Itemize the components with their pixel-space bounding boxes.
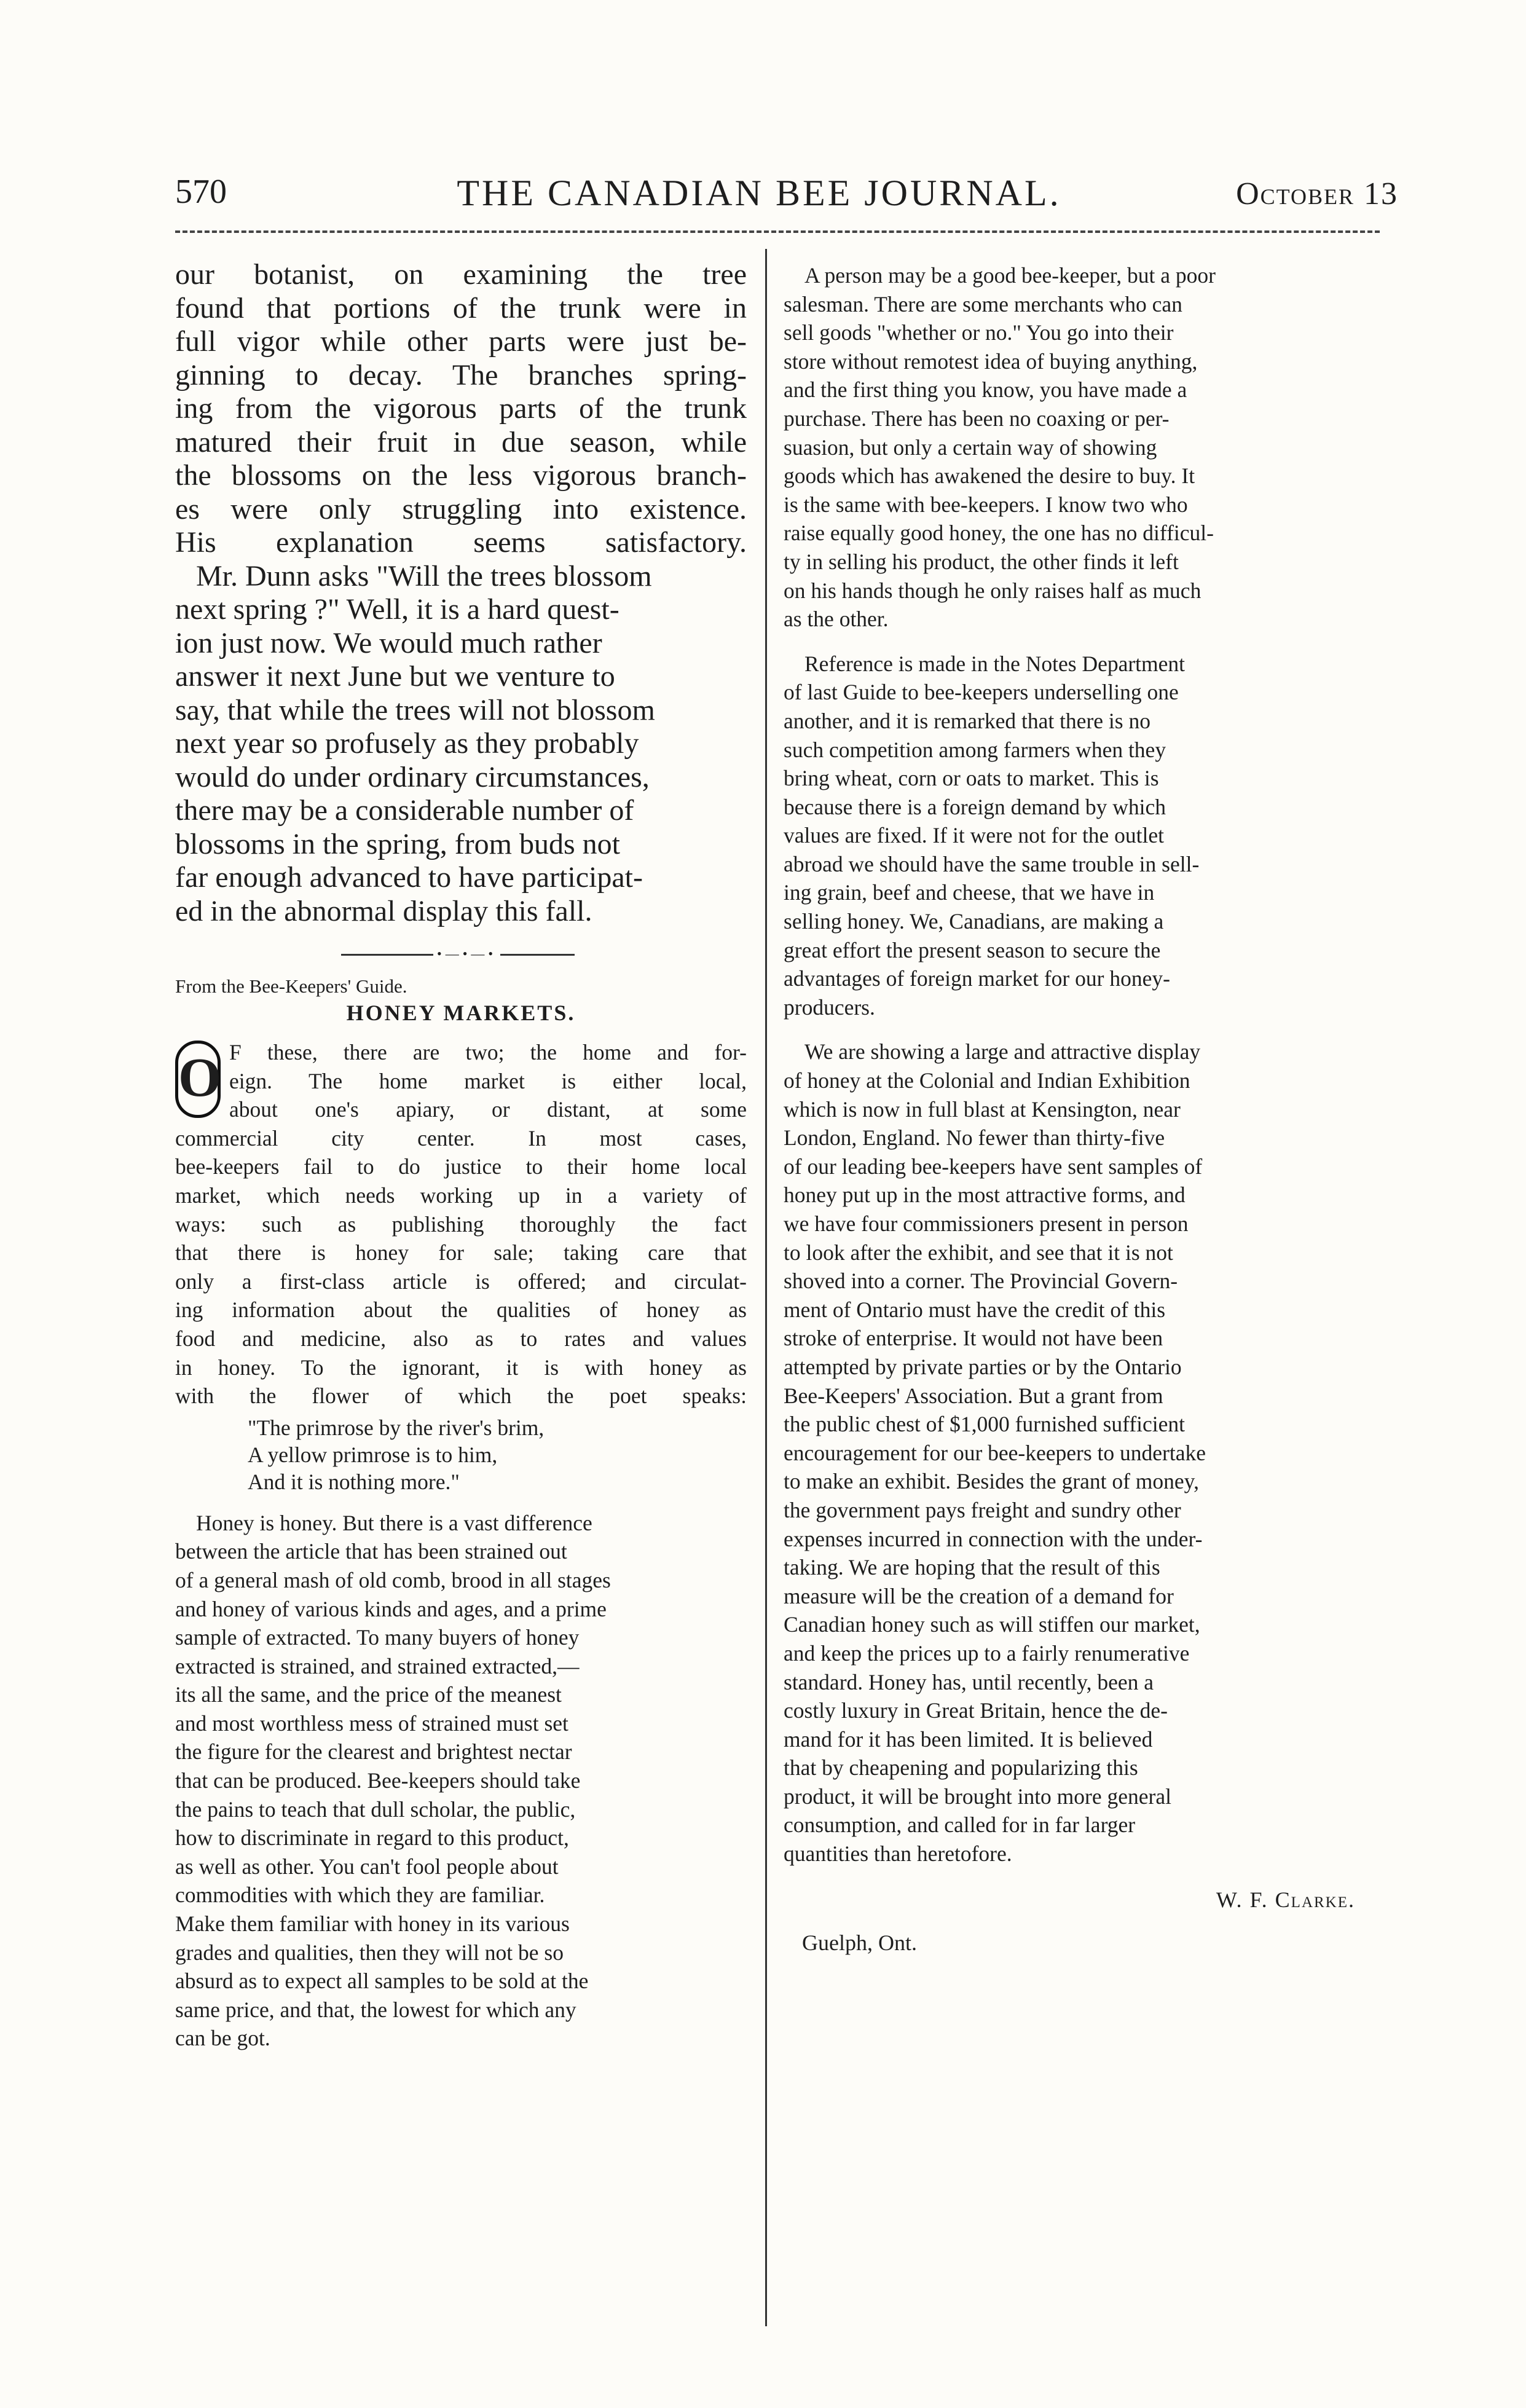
- issue-date: October 13: [1236, 176, 1398, 211]
- author-location: Guelph, Ont.: [802, 1930, 917, 1955]
- section-ornament-rule: [341, 946, 575, 964]
- continuation-paragraph-2: Mr. Dunn asks "Will the trees blossom next spring ?" Well, it is a hard quest- ion just now. We would much rather answer it next June but we venture to say, that while the trees will not blossom next year so profusely as they probably would do under ordinary circumstances, there may be a considerable number of blossoms in the spring, from buds not far enough advanced to have participat- ed in the abnormal display this fall.: [175, 559, 655, 927]
- ornament-glyphs: •—•—•: [433, 946, 500, 962]
- article-body: [175, 1038, 747, 1411]
- right-paragraph-3: We are showing a large and attractive display of honey at the Colonial and Indian Exhibition which is now in full blast at Kensington, near London, England. No fewer than thirty-five of our leading bee-keepers have sent samples of honey put up in the most attractive forms, and we have four commissioners present in person to look after the exhibit, and see that it is not shoved into a corner. The Provincial Govern- ment of Ontario must have the credit of this stroke of enterprise. It would not have been attempted by private parties or by the Ontario Bee-Keepers' Association. But a grant from the public chest of $1,000 furnished sufficient encouragement for our bee-keepers to undertake to make an exhibit. Besides the grant of money, the government pays freight and sundry other expenses incurred in connection with the under- taking. We are hoping that the result of this measure will be the creation of a demand for Canadian honey such as will stiffen our market, and keep the prices up to a fairly renumerative standard. Honey has, until recently, been a costly luxury in Great Britain, hence the de- mand for it has been limited. It is believed that by cheapening and popularizing this product, it will be brought into more general consumption, and called for in far larger quantities than heretofore.: [784, 1039, 1206, 1867]
- source-note: From the Bee-Keepers' Guide.: [175, 975, 407, 997]
- page-number: 570: [175, 173, 227, 211]
- journal-title: THE CANADIAN BEE JOURNAL.: [457, 173, 1061, 213]
- right-paragraph-1: A person may be a good bee-keeper, but a poor salesman. There are some merchants who can sell goods "whether or no." You go into their store without remotest idea of buying anything, and the first thing you know, you have made a purchase. There has been no coaxing or per- suasion, but only a certain way of showing goods which has awakened the desire to buy. It is the same with bee-keepers. I know two who raise equally good honey, the one has no difficul- ty in selling his product, the other finds it left on his hands though he only raises half as much as the other.: [784, 263, 1216, 632]
- article-title: HONEY MARKETS.: [346, 1001, 576, 1025]
- running-header: [175, 167, 1398, 222]
- right-column: [784, 261, 1380, 1956]
- author-signature: W. F. Clarke.: [1216, 1887, 1355, 1912]
- continuation-paragraph-1: our botanist, on examining the tree found that portions of the trunk were in full vigor while other parts were just be- ginning to decay. The branches spring- ing from the vigorous parts of the trunk matured their fruit in due season, while the blossoms on the less vigorous branch- es were only struggling into existence. His explanation seems satisfactory.: [175, 258, 747, 559]
- left-column: [175, 258, 747, 2053]
- right-paragraph-2: Reference is made in the Notes Department of last Guide to bee-keepers underselling one another, and it is remarked that there is no such competition among farmers when they bring wheat, corn or oats to market. This is because there is a foreign demand by which values are fixed. If it were not for the outlet abroad we should have the same trouble in sell- ing grain, beef and cheese, that we have in selling honey. We, Canadians, are making a great effort the present season to secure the advantages of foreign market for our honey- producers.: [784, 651, 1200, 1020]
- drop-cap: O: [175, 1041, 221, 1118]
- article-paragraph-1: F these, there are two; the home and for- eign. The home market is either local, about one's apiary, or distant, at some commercial city center. In most cases, bee-keepers fail to do justice to their home local market, which needs working up in a variety of ways: such as publishing thoroughly the fact that there is honey for sale; taking care that only a first-class article is offered; and circulat- ing information about the qualities of honey as food and medicine, also as to rates and values in honey. To the ignorant, it is with honey as with the flower of which the poet speaks:: [175, 1040, 747, 1409]
- poem-quote: "The primrose by the river's brim, A yellow primrose is to him, And it is nothing more.": [248, 1415, 545, 1494]
- column-divider: [765, 249, 767, 2326]
- article-paragraph-2: Honey is honey. But there is a vast difference between the article that has been strained out of a general mash of old comb, brood in all stages and honey of various kinds and ages, and a prime sample of extracted. To many buyers of honey extracted is strained, and strained extracted,— its all the same, and the price of the meanest and most worthless mess of strained must set the figure for the clearest and brightest nectar that can be produced. Bee-keepers should take the pains to teach that dull scholar, the public, how to discriminate in regard to this product, as well as other. You can't fool people about commodities with which they are familiar. Make them familiar with honey in its various grades and qualities, then they will not be so absurd as to expect all samples to be sold at the same price, and that, the lowest for which any can be got.: [175, 1510, 611, 2051]
- header-rule: [175, 230, 1380, 233]
